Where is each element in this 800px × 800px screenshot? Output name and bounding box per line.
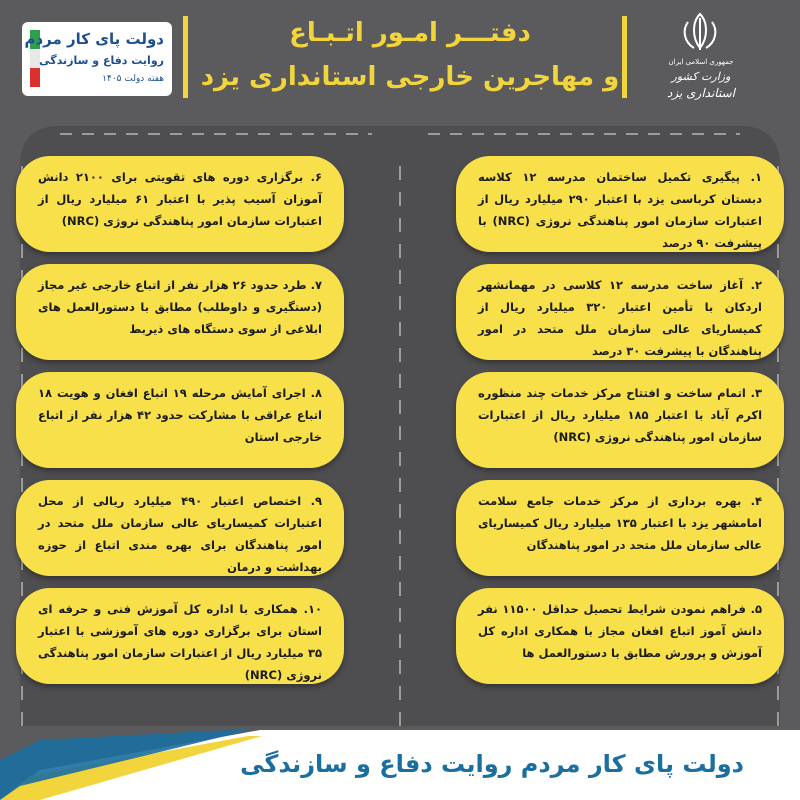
footer xyxy=(0,730,800,800)
list-item-1: ۱. پیگیری تکمیل ساختمان مدرسه ۱۲ کلاسه دبستان کرباسی یزد با اعتبار ۲۹۰ میلیارد ریال از اعتبارات سازمان امور پناهندگی نروژی (NRC) با پیشرفت ۹۰ درصد xyxy=(456,156,784,252)
header xyxy=(0,0,800,112)
list-item-7: ۷. طرد حدود ۲۶ هزار نفر از اتباع خارجی غیر مجاز (دستگیری و داوطلب) مطابق با دستورالعمل های ابلاغی از سوی دستگاه های ذیربط xyxy=(16,264,344,360)
campaign-badge xyxy=(22,22,172,96)
list-item-10: ۱۰. همکاری با اداره کل آموزش فنی و حرفه ای استان برای برگزاری دوره های آموزشی با اعتبار ۳۵ میلیارد ریال از اعتبارات سازمان امور پناهندگی نروژی (NRC) xyxy=(16,588,344,684)
page-title-line-2: و مهاجرین خارجی استانداری یزد xyxy=(200,62,620,92)
list-item-2: ۲. آغاز ساخت مدرسه ۱۲ کلاسی در مهمانشهر اردکان با تأمین اعتبار ۳۲۰ میلیارد ریال از کمیساریای عالی سازمان ملل متحد در امور پناهندگان با پیشرفت ۳۰ درصد xyxy=(456,264,784,360)
list-item-6: ۶. برگزاری دوره های تقویتی برای ۲۱۰۰ دانش آموزان آسیب پذیر با اعتبار ۶۱ میلیارد ریال از اعتبارات سازمان امور پناهندگی نروژی (NRC) xyxy=(16,156,344,252)
list-item-4: ۴. بهره برداری از مرکز خدمات جامع سلامت امامشهر یزد با اعتبار ۱۳۵ میلیارد ریال کمیساریای عالی سازمان ملل متحد در امور پناهندگان xyxy=(456,480,784,576)
right-divider xyxy=(622,16,627,98)
org-country: جمهوری اسلامی ایران xyxy=(668,58,734,66)
list-item-3: ۳. اتمام ساخت و افتتاح مرکز خدمات چند منظوره اکرم آباد با اعتبار ۱۸۵ میلیارد ریال از اعتبارات سازمان امور پناهندگی نروژی (NRC) xyxy=(456,372,784,468)
footer-slogan: دولت پای کار مردم روایت دفاع و سازندگی xyxy=(240,750,744,778)
page-title-line-1: دفتـــر امـور اتـبـاع xyxy=(289,18,531,48)
badge-title: دولت پای کار مردم xyxy=(24,30,164,48)
badge-date: هفته دولت ۱۴۰۵ xyxy=(102,74,164,84)
badge-subtitle: روایت دفاع و سازندگی xyxy=(39,54,164,67)
list-item-8: ۸. اجرای آمایش مرحله ۱۹ اتباع افغان و هویت ۱۸ اتباع عراقی با مشارکت حدود ۴۲ هزار نفر از اتباع خارجی استان xyxy=(16,372,344,468)
iran-emblem-icon xyxy=(678,10,722,54)
left-divider xyxy=(183,16,188,98)
list-item-5: ۵. فراهم نمودن شرایط تحصیل حداقل ۱۱۵۰۰ نفر دانش آموز اتباع افغان مجاز با همکاری اداره کل آموزش و پرورش مطابق با دستورالعمل ها xyxy=(456,588,784,684)
org-governorate: استانداری یزد xyxy=(667,86,735,100)
org-ministry: وزارت کشور xyxy=(671,70,731,83)
list-item-9: ۹. اختصاص اعتبار ۴۹۰ میلیارد ریالی از محل اعتبارات کمیساریای عالی سازمان ملل متحد در امور پناهندگان برای بهره مندی اتباع از حوزه بهداشت و درمان xyxy=(16,480,344,576)
